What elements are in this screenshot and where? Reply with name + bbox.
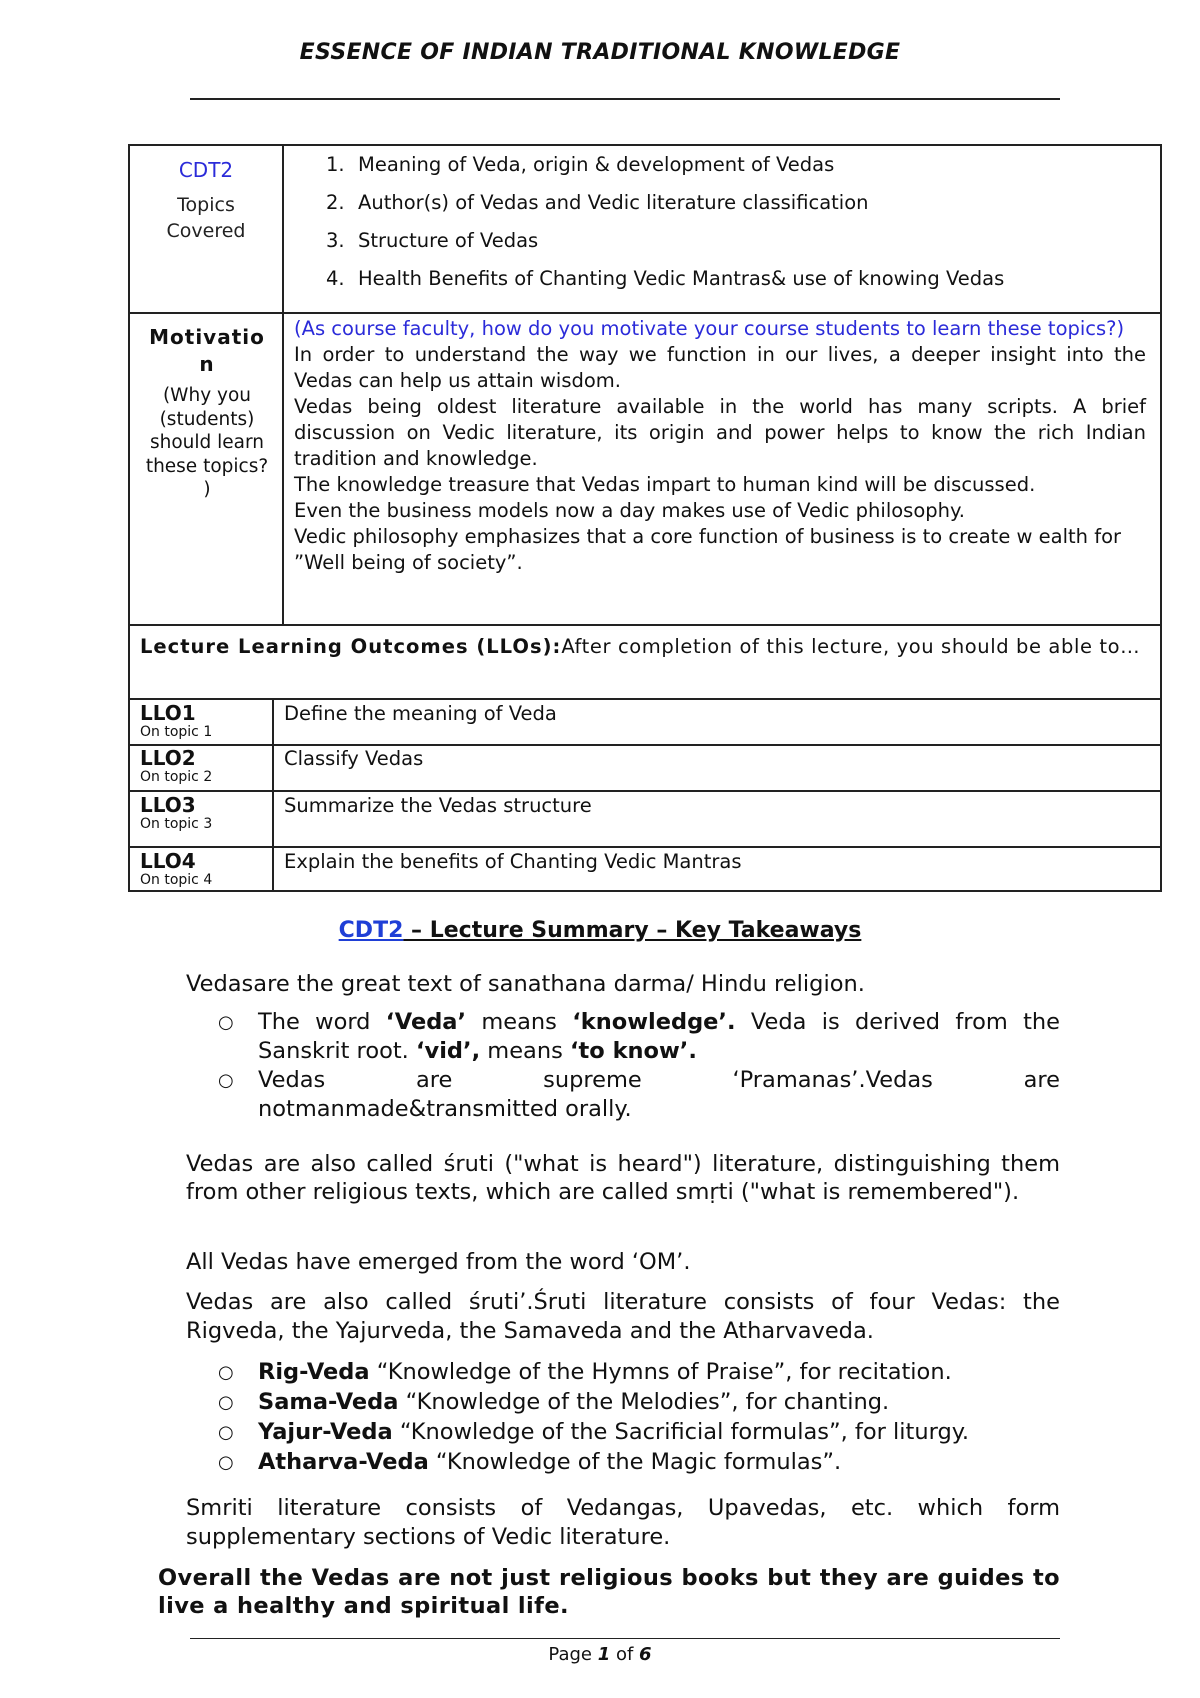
motivation-paragraph: ”Well being of society”. <box>294 551 523 574</box>
llo-topic: On topic 2 <box>140 769 213 785</box>
llo-code: LLO1 <box>140 701 196 725</box>
table-row <box>140 747 270 785</box>
list-item-number: 4. <box>326 267 345 290</box>
row-divider <box>130 312 1160 314</box>
table-row <box>140 850 270 888</box>
list-item <box>326 260 1146 298</box>
page-footer <box>0 1644 1200 1665</box>
motivation-subtitle: (Why you (students) should learn these topics? ) <box>145 385 269 500</box>
row-divider <box>130 846 1160 848</box>
list-item <box>326 184 1146 222</box>
llo-intro-text: After completion of this lecture, you should be able to… <box>561 635 1141 658</box>
list-item-text: Author(s) of Vedas and Vedic literature classification <box>358 191 869 214</box>
circle-bullet-icon: ○ <box>218 1452 234 1473</box>
llo-topic: On topic 4 <box>140 872 213 888</box>
list-item-number: 1. <box>326 153 345 176</box>
motivation-label-cell <box>142 324 272 502</box>
footer-rule <box>190 1638 1060 1639</box>
cdt2-code: CDT2 <box>178 158 234 182</box>
list-item <box>218 1008 1060 1066</box>
list-item <box>218 1418 1060 1447</box>
veda-desc: “Knowledge of the Melodies”, for chanting. <box>398 1389 890 1415</box>
summary-title <box>0 918 1200 943</box>
row-divider <box>130 790 1160 792</box>
llo-topic: On topic 1 <box>140 724 213 740</box>
bullet-text: The word ‘Veda’ means ‘knowledge’. Veda is derived from the Sanskrit root. ‘vid’, means ‘to know’. <box>258 1009 1060 1064</box>
list-item-text: Meaning of Veda, origin & development of Vedas <box>358 153 835 176</box>
header-rule <box>190 98 1060 100</box>
motivation-prompt: (As course faculty, how do you motivate your course students to learn these topics?) <box>294 317 1125 340</box>
sruti-paragraph: Vedas are also called śruti ("what is heard") literature, distinguishing them from other religious texts, which are called smṛti ("what is remembered"). <box>186 1151 1060 1205</box>
llo-code: LLO2 <box>140 746 196 770</box>
motivation-paragraph: Vedic philosophy emphasizes that a core function of business is to create w ealth for <box>294 525 1122 548</box>
table-row <box>140 702 270 740</box>
page-number: 1 <box>597 1644 611 1665</box>
om-paragraph: All Vedas have emerged from the word ‘OM’. <box>186 1249 691 1275</box>
list-item <box>218 1388 1060 1417</box>
motivation-paragraph: In order to understand the way we function in our lives, a deeper insight into the Vedas can help us attain wisdom. <box>294 343 1146 392</box>
bullet-text: Vedas are supreme ‘Pramanas’.Vedas are notmanmade&transmitted orally. <box>258 1067 1060 1122</box>
veda-name: Yajur-Veda <box>258 1419 393 1445</box>
topics-list <box>326 146 1146 298</box>
column-divider <box>282 146 284 624</box>
list-item-number: 3. <box>326 229 345 252</box>
llo-intro-title: Lecture Learning Outcomes (LLOs): <box>140 635 562 658</box>
list-item-text: Health Benefits of Chanting Vedic Mantras& use of knowing Vedas <box>358 267 1005 290</box>
list-item <box>218 1066 1060 1124</box>
veda-desc: “Knowledge of the Magic formulas”. <box>428 1449 842 1475</box>
document-header-title: ESSENCE OF INDIAN TRADITIONAL KNOWLEDGE <box>299 40 901 65</box>
llo-code: LLO4 <box>140 849 196 873</box>
list-item-text: Structure of Vedas <box>358 229 539 252</box>
circle-bullet-icon: ○ <box>218 1070 234 1091</box>
veda-desc: “Knowledge of the Sacrificial formulas”, for liturgy. <box>392 1419 969 1445</box>
topics-label-cell <box>130 158 282 244</box>
list-item <box>218 1448 1060 1477</box>
veda-name: Atharva-Veda <box>258 1449 429 1475</box>
row-divider <box>130 744 1160 746</box>
topics-table <box>128 144 1162 700</box>
motivation-paragraph: The knowledge treasure that Vedas impart to human kind will be discussed. <box>294 473 1036 496</box>
table-row <box>140 794 270 832</box>
veda-name: Rig-Veda <box>258 1359 370 1385</box>
page-of-label: of <box>610 1644 640 1665</box>
motivation-title: Motivation <box>149 325 265 376</box>
motivation-paragraph: Even the business models now a day makes use of Vedic philosophy. <box>294 499 965 522</box>
summary-intro: Vedasare the great text of sanathana darma/ Hindu religion. <box>186 971 865 997</box>
motivation-paragraph: Vedas being oldest literature available in the world has many scripts. A brief discussion on Vedic literature, its origin and power helps to know the rich Indian tradition and knowledge. <box>294 395 1146 470</box>
llo-description: Classify Vedas <box>284 747 424 770</box>
closing-statement: Overall the Vedas are not just religious books but they are guides to live a healthy and spiritual life. <box>158 1565 1060 1619</box>
llo-intro <box>140 634 1144 660</box>
llo-code: LLO3 <box>140 793 196 817</box>
list-item-number: 2. <box>326 191 345 214</box>
topics-covered-label: Topics Covered <box>166 194 246 242</box>
list-item <box>326 222 1146 260</box>
circle-bullet-icon: ○ <box>218 1422 234 1443</box>
circle-bullet-icon: ○ <box>218 1392 234 1413</box>
cdt2-link[interactable]: CDT2 <box>338 918 404 943</box>
circle-bullet-icon: ○ <box>218 1012 234 1033</box>
llo-table <box>128 700 1162 892</box>
page-total: 6 <box>639 1644 652 1665</box>
smriti-paragraph: Smriti literature consists of Vedangas, Upavedas, etc. which form supplementary sections of Vedic literature. <box>186 1495 1060 1550</box>
llo-description: Define the meaning of Veda <box>284 702 557 725</box>
list-item <box>326 146 1146 184</box>
four-vedas-paragraph: Vedas are also called śruti’.Śruti literature consists of four Vedas: the Rigveda, the Yajurveda, the Samaveda and the Atharvaveda. <box>186 1289 1060 1344</box>
circle-bullet-icon: ○ <box>218 1362 234 1383</box>
veda-desc: “Knowledge of the Hymns of Praise”, for recitation. <box>369 1359 952 1385</box>
page-label: Page <box>548 1644 598 1665</box>
llo-topic: On topic 3 <box>140 816 213 832</box>
row-divider <box>130 624 1160 626</box>
llo-description: Summarize the Vedas structure <box>284 794 592 817</box>
motivation-body <box>294 316 1146 576</box>
veda-name: Sama-Veda <box>258 1389 399 1415</box>
list-item <box>218 1358 1060 1387</box>
column-divider <box>272 700 274 890</box>
llo-description: Explain the benefits of Chanting Vedic Mantras <box>284 850 742 873</box>
summary-title-text: – Lecture Summary – Key Takeaways <box>403 918 862 943</box>
